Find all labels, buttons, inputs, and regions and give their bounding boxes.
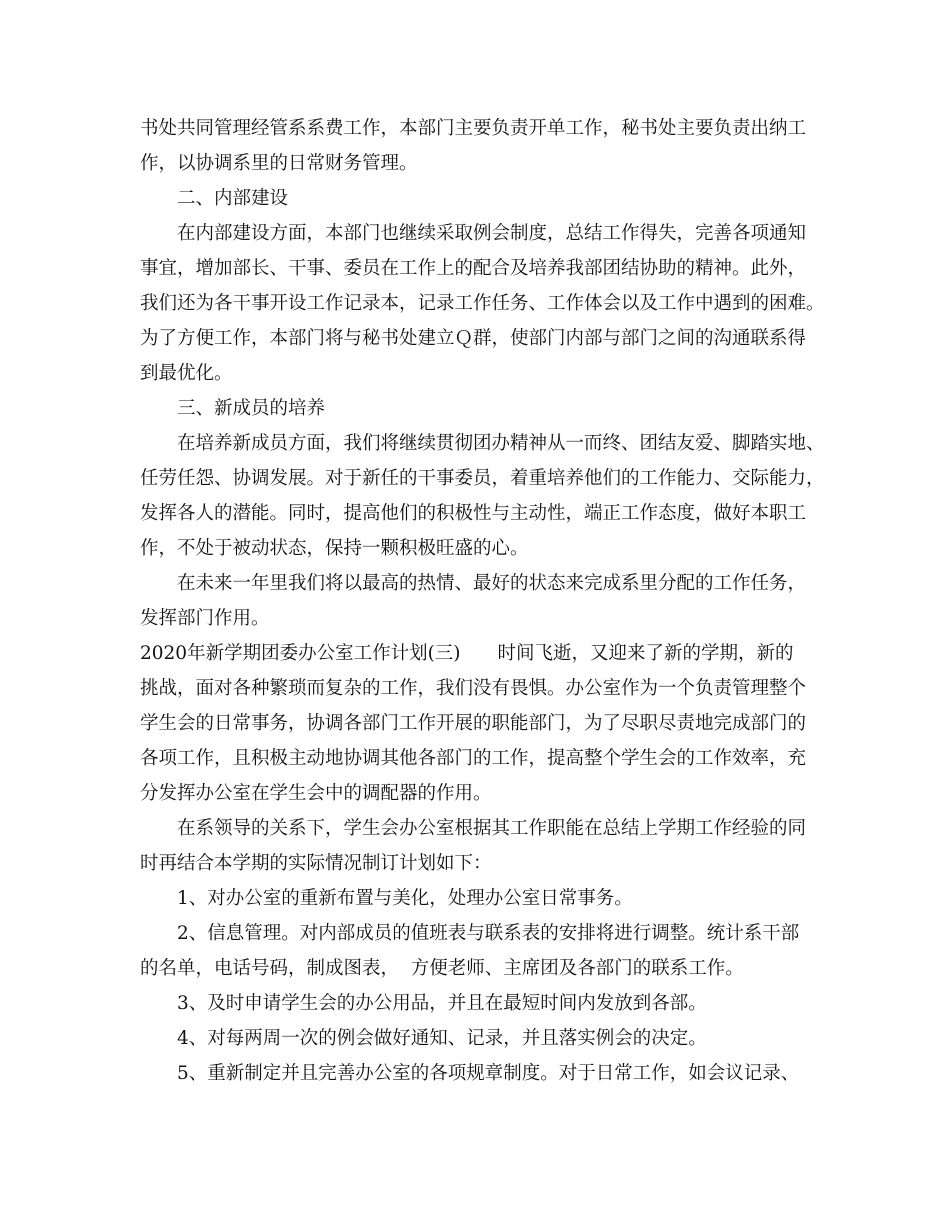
text-line: 学生会的日常事务，协调各部门工作开展的职能部门，为了尽职尽责地完成部门的 (140, 713, 807, 734)
text-line: 作，不处于被动状态，保持一颗积极旺盛的心。 (140, 538, 529, 559)
text-line: 的名单，电话号码，制成图表， 方便老师、主席团及各部门的联系工作。 (140, 958, 744, 979)
text-line: 任劳任怨、协调发展。对于新任的干事委员，着重培养他们的工作能力、交际能力， (140, 468, 825, 489)
text-line: 书处共同管理经管系系费工作，本部门主要负责开单工作，秘书处主要负责出纳工 (140, 118, 807, 139)
text-line: 在未来一年里我们将以最高的热情、最好的状态来完成系里分配的工作任务， (177, 573, 807, 594)
list-item: 2、信息管理。对内部成员的值班表与联系表的安排将进行调整。统计系干部 (177, 923, 800, 944)
document-title-line: 2020年新学期团委办公室工作计划(三) 时间飞逝，又迎来了新的学期，新的 (140, 643, 794, 664)
text-line: 事宜，增加部长、干事、委员在工作上的配合及培养我部团结协助的精神。此外， (140, 258, 807, 279)
section-heading: 二、内部建设 (177, 188, 289, 209)
list-item: 1、对办公室的重新布置与美化，处理办公室日常事务。 (177, 888, 633, 909)
text-line: 在内部建设方面，本部门也继续采取例会制度，总结工作得失，完善各项通知 (177, 223, 807, 244)
list-item: 4、对每两周一次的例会做好通知、记录，并且落实例会的决定。 (177, 1028, 707, 1049)
text-line: 发挥各人的潜能。同时，提高他们的积极性与主动性，端正工作态度，做好本职工 (140, 503, 807, 524)
list-item: 3、及时申请学生会的办公用品，并且在最短时间内发放到各部。 (177, 993, 707, 1014)
text-line: 在培养新成员方面，我们将继续贯彻团办精神从一而终、团结友爱、脚踏实地、 (177, 433, 825, 454)
text-line: 挑战，面对各种繁琐而复杂的工作，我们没有畏惧。办公室作为一个负责管理整个 (140, 678, 807, 699)
text-line: 作，以协调系里的日常财务管理。 (140, 153, 418, 174)
text-line: 分发挥办公室在学生会中的调配器的作用。 (140, 783, 492, 804)
text-line: 时再结合本学期的实际情况制订计划如下： (140, 853, 492, 874)
text-line: 各项工作，且积极主动地协调其他各部门的工作，提高整个学生会的工作效率，充 (140, 748, 807, 769)
text-line: 发挥部门作用。 (140, 608, 270, 629)
section-heading: 三、新成员的培养 (177, 398, 326, 419)
list-item: 5、重新制定并且完善办公室的各项规章制度。对于日常工作，如会议记录、 (177, 1063, 800, 1084)
text-line: 我们还为各干事开设工作记录本，记录工作任务、工作体会以及工作中遇到的困难。 (140, 293, 825, 314)
text-line: 为了方便工作，本部门将与秘书处建立Ｑ群，使部门内部与部门之间的沟通联系得 (140, 328, 807, 349)
text-line: 到最优化。 (140, 363, 233, 384)
text-line: 在系领导的关系下，学生会办公室根据其工作职能在总结上学期工作经验的同 (177, 818, 807, 839)
